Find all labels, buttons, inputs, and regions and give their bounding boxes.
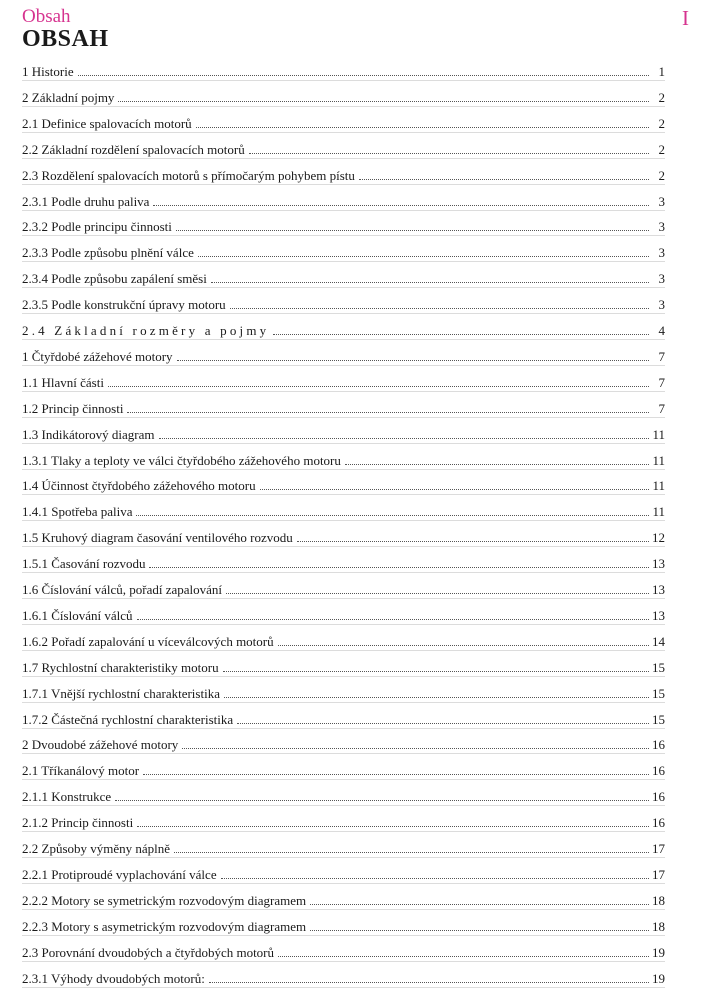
toc-entry-label: 2.3 Rozdělení spalovacích motorů s přímočarým pohybem pístu xyxy=(22,167,355,183)
toc-leader-dots xyxy=(198,255,649,257)
toc-leader-dots xyxy=(182,747,649,749)
toc-leader-dots xyxy=(273,333,649,335)
toc-entry[interactable] xyxy=(22,166,665,185)
toc-entry[interactable] xyxy=(22,425,665,444)
toc-entry[interactable] xyxy=(22,606,665,625)
toc-leader-dots xyxy=(221,877,649,879)
toc-entry-page: 11 xyxy=(652,452,665,468)
toc-entry-label: 1.4 Účinnost čtyřdobého zážehového motoru xyxy=(22,478,256,494)
toc-entry-page: 11 xyxy=(652,426,665,442)
toc-entry[interactable] xyxy=(22,761,665,780)
toc-leader-dots xyxy=(174,851,649,853)
toc-entry-page: 19 xyxy=(652,944,665,960)
toc-entry-label: 2.3.5 Podle konstrukční úpravy motoru xyxy=(22,297,226,313)
toc-entry[interactable] xyxy=(22,321,665,340)
page-title: OBSAH xyxy=(22,26,109,52)
toc-leader-dots xyxy=(224,696,649,698)
toc-entry-page: 16 xyxy=(652,815,665,831)
toc-entry-page: 12 xyxy=(652,530,665,546)
toc-entry[interactable] xyxy=(22,658,665,677)
toc-entry-page: 19 xyxy=(652,970,665,986)
toc-entry-label: 2.1 Tříkanálový motor xyxy=(22,763,140,779)
toc-entry[interactable] xyxy=(22,243,665,262)
toc-leader-dots xyxy=(310,929,649,931)
toc-leader-dots xyxy=(108,385,649,387)
toc-leader-dots xyxy=(143,773,649,775)
toc-entry-page: 2 xyxy=(658,89,665,105)
toc-leader-dots xyxy=(149,566,649,568)
toc-entry-page: 3 xyxy=(658,193,665,209)
toc-entry-label: 2.3.1 Podle druhu paliva xyxy=(22,193,150,209)
toc-leader-dots xyxy=(211,281,649,283)
toc-entry-page: 7 xyxy=(658,348,665,364)
toc-leader-dots xyxy=(118,100,649,102)
toc-entry-page: 16 xyxy=(652,737,665,753)
toc-leader-dots xyxy=(237,722,649,724)
toc-entry-label: 2.2.3 Motory s asymetrickým rozvodovým diagramem xyxy=(22,918,307,934)
toc-entry[interactable] xyxy=(22,140,665,159)
toc-entry[interactable] xyxy=(22,62,665,81)
toc-leader-dots xyxy=(278,955,649,957)
header-section-label: Obsah xyxy=(22,6,71,27)
toc-entry-label: 1.2 Princip činnosti xyxy=(22,400,124,416)
toc-leader-dots xyxy=(230,307,649,309)
toc-entry[interactable] xyxy=(22,735,665,754)
toc-leader-dots xyxy=(136,514,649,516)
toc-entry[interactable] xyxy=(22,787,665,806)
toc-entry-label: 1.6.1 Číslování válců xyxy=(22,607,133,623)
toc-leader-dots xyxy=(249,152,649,154)
toc-entry-label: 2.2.1 Protiproudé vyplachování válce xyxy=(22,866,217,882)
toc-entry-label: 2.3.3 Podle způsobu plnění válce xyxy=(22,245,194,261)
toc-entry-label: 1.1 Hlavní části xyxy=(22,374,104,390)
toc-leader-dots xyxy=(297,540,649,542)
toc-entry-label: 1.4.1 Spotřeba paliva xyxy=(22,504,133,520)
toc-entry-label: 1.7.2 Částečná rychlostní charakteristika xyxy=(22,711,234,727)
toc-entry-label: 1.6 Číslování válců, pořadí zapalování xyxy=(22,582,223,597)
toc-entry-label: 1.3.1 Tlaky a teploty ve válci čtyřdobého zážehového motoru xyxy=(22,452,341,468)
toc-entry[interactable] xyxy=(22,969,665,988)
toc-entry-page: 2 xyxy=(658,167,665,183)
toc-entry[interactable] xyxy=(22,217,665,236)
toc-entry-label: 2.4 Základní rozměry a pojmy xyxy=(22,323,270,338)
toc-entry-label: 1.7 Rychlostní charakteristiky motoru xyxy=(22,659,219,675)
toc-leader-dots xyxy=(127,411,649,413)
toc-leader-dots xyxy=(177,359,649,361)
toc-entry[interactable] xyxy=(22,710,665,729)
toc-entry-page: 15 xyxy=(652,659,665,675)
toc-entry-label: 1.5 Kruhový diagram časování ventilového rozvodu xyxy=(22,530,293,546)
toc-entry-label: 1 Čtyřdobé zážehové motory xyxy=(22,348,173,364)
toc-entry[interactable] xyxy=(22,399,665,418)
toc-entry[interactable] xyxy=(22,373,665,392)
toc-entry-label: 2.3.1 Výhody dvoudobých motorů: xyxy=(22,970,205,986)
toc-entry[interactable] xyxy=(22,813,665,832)
toc-entry-label: 2.2 Základní rozdělení spalovacích motorů xyxy=(22,141,245,157)
toc-entry-label: 2.3.2 Podle principu činnosti xyxy=(22,219,172,235)
toc-entry[interactable] xyxy=(22,891,665,910)
toc-entry-page: 3 xyxy=(658,297,665,313)
toc-leader-dots xyxy=(310,903,649,905)
toc-entry-page: 11 xyxy=(652,504,665,520)
toc-entry-page: 13 xyxy=(652,582,665,597)
toc-entry[interactable] xyxy=(22,554,665,573)
toc-leader-dots xyxy=(359,178,649,180)
toc-leader-dots xyxy=(260,488,649,490)
toc-leader-dots xyxy=(78,74,649,76)
toc-entry[interactable] xyxy=(22,502,665,521)
toc-entry-page: 15 xyxy=(652,711,665,727)
toc-entry-page: 13 xyxy=(652,607,665,623)
toc-entry-label: 2.1.2 Princip činnosti xyxy=(22,815,134,831)
toc-entry-label: 1 Historie xyxy=(22,64,74,79)
toc-entry-label: 2.1 Definice spalovacích motorů xyxy=(22,115,192,131)
toc-leader-dots xyxy=(196,126,649,128)
toc-entry[interactable] xyxy=(22,114,665,133)
toc-entry-page: 11 xyxy=(652,478,665,494)
toc-leader-dots xyxy=(226,592,649,594)
toc-entry-page: 16 xyxy=(652,763,665,779)
toc-leader-dots xyxy=(159,437,650,439)
toc-entry[interactable] xyxy=(22,88,665,107)
toc-entry-label: 1.7.1 Vnější rychlostní charakteristika xyxy=(22,685,220,701)
toc-leader-dots xyxy=(137,618,650,620)
toc-leader-dots xyxy=(345,463,649,465)
toc-leader-dots xyxy=(176,229,649,231)
toc-entry-label: 1.5.1 Časování rozvodu xyxy=(22,556,146,572)
toc-entry-label: 1.3 Indikátorový diagram xyxy=(22,426,155,442)
toc-entry-page: 13 xyxy=(652,556,665,572)
toc-entry-page: 2 xyxy=(658,141,665,157)
toc-entry-page: 17 xyxy=(652,841,665,856)
toc-entry-page: 18 xyxy=(652,918,665,934)
toc-entry-page: 4 xyxy=(658,323,665,338)
toc-entry[interactable] xyxy=(22,684,665,703)
toc-entry-page: 17 xyxy=(652,866,665,882)
toc-entry-label: 1.6.2 Pořadí zapalování u víceválcových motorů xyxy=(22,633,274,649)
toc-entry-page: 1 xyxy=(658,64,665,79)
toc-entry-label: 2.1.1 Konstrukce xyxy=(22,789,112,805)
toc-entry-label: 2.2 Způsoby výměny náplně xyxy=(22,841,171,856)
page-header xyxy=(22,4,689,54)
toc-entry-page: 16 xyxy=(652,789,665,805)
toc-entry-page: 18 xyxy=(652,892,665,908)
toc-entry[interactable] xyxy=(22,347,665,366)
toc-entry[interactable] xyxy=(22,580,665,599)
toc-entry[interactable] xyxy=(22,839,665,858)
toc-entry[interactable] xyxy=(22,528,665,547)
toc-entry-page: 7 xyxy=(658,400,665,416)
toc-entry[interactable] xyxy=(22,451,665,470)
toc-leader-dots xyxy=(209,981,649,983)
toc-entry-page: 2 xyxy=(658,115,665,131)
toc-entry[interactable] xyxy=(22,917,665,936)
toc-entry[interactable] xyxy=(22,295,665,314)
toc-entry-label: 2.3.4 Podle způsobu zapálení směsi xyxy=(22,271,207,287)
toc-entry-label: 2.2.2 Motory se symetrickým rozvodovým diagramem xyxy=(22,892,307,908)
header-page-number: I xyxy=(682,6,689,30)
toc-entry[interactable] xyxy=(22,192,665,211)
toc-entry-page: 3 xyxy=(658,271,665,287)
toc-entry-page: 3 xyxy=(658,245,665,261)
toc-entry-label: 2 Dvoudobé zážehové motory xyxy=(22,737,179,753)
toc-leader-dots xyxy=(137,825,649,827)
toc-entry[interactable] xyxy=(22,865,665,884)
toc-leader-dots xyxy=(153,204,649,206)
toc-leader-dots xyxy=(278,644,649,646)
toc-entry-page: 3 xyxy=(658,219,665,235)
toc-entry[interactable] xyxy=(22,632,665,651)
toc-entry-page: 15 xyxy=(652,685,665,701)
toc-leader-dots xyxy=(115,799,649,801)
toc-entry[interactable] xyxy=(22,476,665,495)
toc-entry-page: 14 xyxy=(652,633,665,649)
toc-entry-label: 2.3 Porovnání dvoudobých a čtyřdobých motorů xyxy=(22,944,275,960)
toc-entry-page: 7 xyxy=(658,374,665,390)
toc-entry-label: 2 Základní pojmy xyxy=(22,89,115,105)
toc-entry[interactable] xyxy=(22,269,665,288)
toc-leader-dots xyxy=(223,670,649,672)
toc-entry[interactable] xyxy=(22,943,665,962)
